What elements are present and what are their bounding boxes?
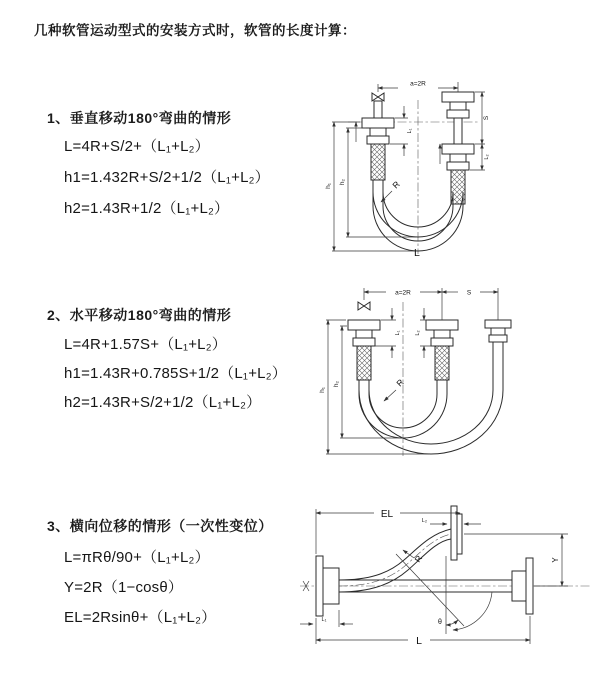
formula-line: h1=1.432R+S/2+1/2（L₁+L₂） (64, 169, 270, 186)
dim-label-l2: L₂ (484, 154, 490, 160)
dim-label-theta: θ (438, 619, 442, 626)
dim-label-r: R (412, 553, 425, 565)
pipe-fitting-middle (426, 320, 458, 380)
pipe-fitting-right (442, 92, 474, 204)
formula-line: L=4R+1.57S+（L₁+L₂） (64, 336, 227, 353)
valve-icon (372, 93, 384, 101)
dim-label-s: S (483, 115, 490, 121)
formula-line: EL=2Rsinθ+（L₁+L₂） (64, 609, 217, 626)
dim-label-r: R (394, 377, 406, 389)
dim-label-h2: h₂ (339, 178, 346, 186)
dim-label-l2: L₂ (415, 330, 421, 336)
dim-label-y: Y (551, 557, 560, 563)
dim-label-l1: L₁ (407, 128, 413, 134)
formula-line: L=4R+S/2+（L₁+L₂） (64, 138, 210, 155)
dim-label-h1: h₁ (319, 387, 326, 393)
braided-hose-section (371, 144, 385, 180)
dim-label-l1: L₁ (395, 330, 401, 336)
page-title: 几种软管运动型式的安装方式时，软管的长度计算： (34, 23, 356, 38)
braided-hose-section (435, 346, 449, 380)
braided-hose-section (357, 346, 371, 380)
dim-label-l: L (414, 247, 420, 258)
pipe-fitting-left (316, 556, 339, 616)
dimension-lines (326, 288, 498, 454)
dim-label-span: a=2R (410, 80, 426, 88)
dim-label-h2: h₂ (333, 380, 340, 388)
hose-u-bend (359, 342, 503, 454)
dim-label-r: R (390, 179, 402, 191)
pipe-fitting-left (348, 302, 380, 380)
dim-label-span: a=2R (395, 289, 411, 297)
hose-s-curve (339, 529, 451, 592)
angle-construction (396, 554, 492, 634)
diagram-vertical-move-180-bend (312, 72, 594, 258)
formula-line: h2=1.43R+S/2+1/2（L₁+L₂） (64, 394, 262, 411)
valve-icon (358, 302, 370, 310)
dim-label-l2: L₂ (421, 518, 427, 524)
braided-hose-section (451, 170, 465, 204)
dim-label-l1: L₁ (321, 617, 327, 623)
section-2-heading: 2、水平移动180°弯曲的情形 (47, 307, 232, 323)
dim-label-s: S (466, 289, 472, 297)
formula-line: h1=1.43R+0.785S+1/2（L₁+L₂） (64, 365, 287, 382)
dim-label-l: L (416, 635, 422, 647)
section-3-heading: 3、横向位移的情形（一次性变位） (47, 518, 273, 534)
diagram-horizontal-move-180-bend (312, 278, 594, 464)
formula-line: Y=2R（1−cosθ） (64, 579, 184, 596)
section-1-heading: 1、垂直移动180°弯曲的情形 (47, 110, 232, 126)
pipe-fitting-left (362, 93, 394, 180)
pipe-fitting-right-moved (485, 320, 511, 342)
pipe-fitting-top-moved (451, 506, 462, 560)
dim-label-el: EL (380, 509, 394, 520)
formula-line: L=πRθ/90+（L₁+L₂） (64, 549, 210, 566)
formula-line: h2=1.43R+1/2（L₁+L₂） (64, 200, 230, 217)
diagram-lateral-displacement (296, 498, 598, 654)
dim-label-h1: h₁ (325, 183, 332, 189)
